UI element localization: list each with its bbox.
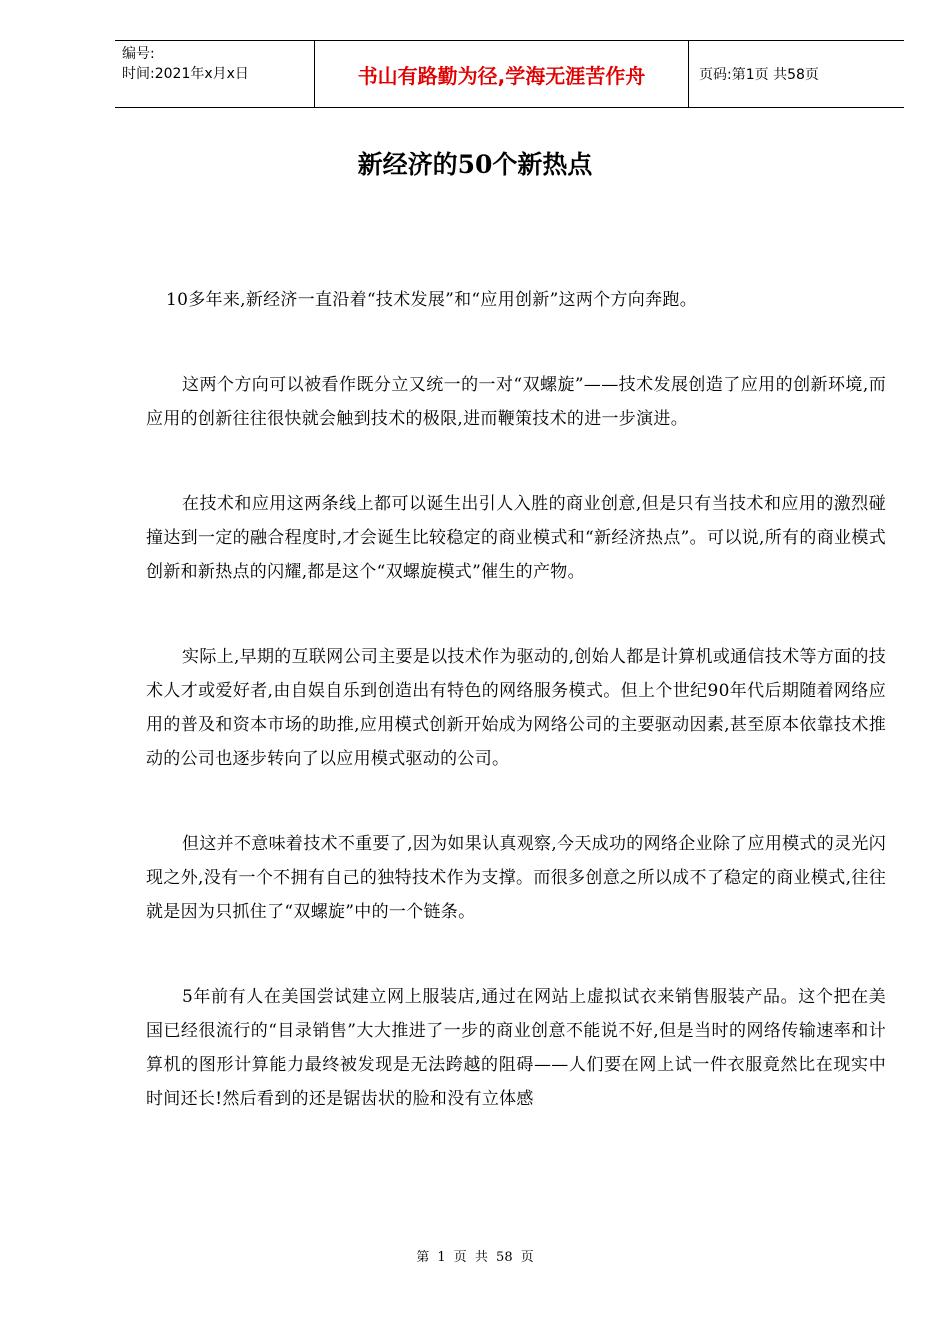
header-meta bbox=[115, 41, 315, 107]
paragraph: 在技术和应用这两条线上都可以诞生出引人入胜的商业创意,但是只有当技术和应用的激烈碰撞达到一定的融合程度时,才会诞生比较稳定的商业模式和“新经济热点”。可以说,所有的商业模式创新和新热点的闪耀,都是这个“双螺旋模式”催生的产物。 bbox=[146, 494, 886, 582]
header-page-info: 页码:第1页 共58页 bbox=[699, 67, 819, 83]
paragraph: 实际上,早期的互联网公司主要是以技术作为驱动的,创始人都是计算机或通信技术等方面的技术人才或爱好者,由自娱自乐到创造出有特色的网络服务模式。但上个世纪90年代后期随着网络应用的普及和资本市场的助推,应用模式创新开始成为网络公司的主要驱动因素,甚至原本依靠技术推动的公司也逐步转向了以应用模式驱动的公司。 bbox=[146, 647, 886, 769]
header-motto: 书山有路勤为径,学海无涯苦作舟 bbox=[315, 41, 689, 107]
number-label: 编号: bbox=[122, 46, 155, 62]
paragraph: 5年前有人在美国尝试建立网上服装店,通过在网站上虚拟试衣来销售服装产品。这个把在美国已经很流行的“目录销售”大大推进了一步的商业创意不能说不好,但是当时的网络传输速率和计算机的图形计算能力最终被发现是无法跨越的阻碍——人们要在网上试一件衣服竟然比在现实中时间还长!然后看到的还是锯齿状的脸和没有立体感 bbox=[146, 987, 886, 1109]
paragraph: 但这并不意味着技术不重要了,因为如果认真观察,今天成功的网络企业除了应用模式的灵光闪现之外,没有一个不拥有自己的独特技术作为支撑。而很多创意之所以成不了稳定的商业模式,往往就是因为只抓住了“双螺旋”中的一个链条。 bbox=[146, 834, 886, 922]
time-label: 时间:2021年x月x日 bbox=[122, 66, 249, 82]
page-header bbox=[115, 40, 904, 108]
document-body bbox=[146, 283, 886, 1167]
document-title: 新经济的50个新热点 bbox=[357, 150, 593, 179]
paragraph: 10多年来,新经济一直沿着“技术发展”和“应用创新”这两个方向奔跑。 bbox=[166, 290, 697, 310]
page-footer: 第 1 页 共 58 页 bbox=[416, 1250, 534, 1265]
paragraph: 这两个方向可以被看作既分立又统一的一对“双螺旋”——技术发展创造了应用的创新环境,而应用的创新往往很快就会触到技术的极限,进而鞭策技术的进一步演进。 bbox=[146, 375, 886, 429]
